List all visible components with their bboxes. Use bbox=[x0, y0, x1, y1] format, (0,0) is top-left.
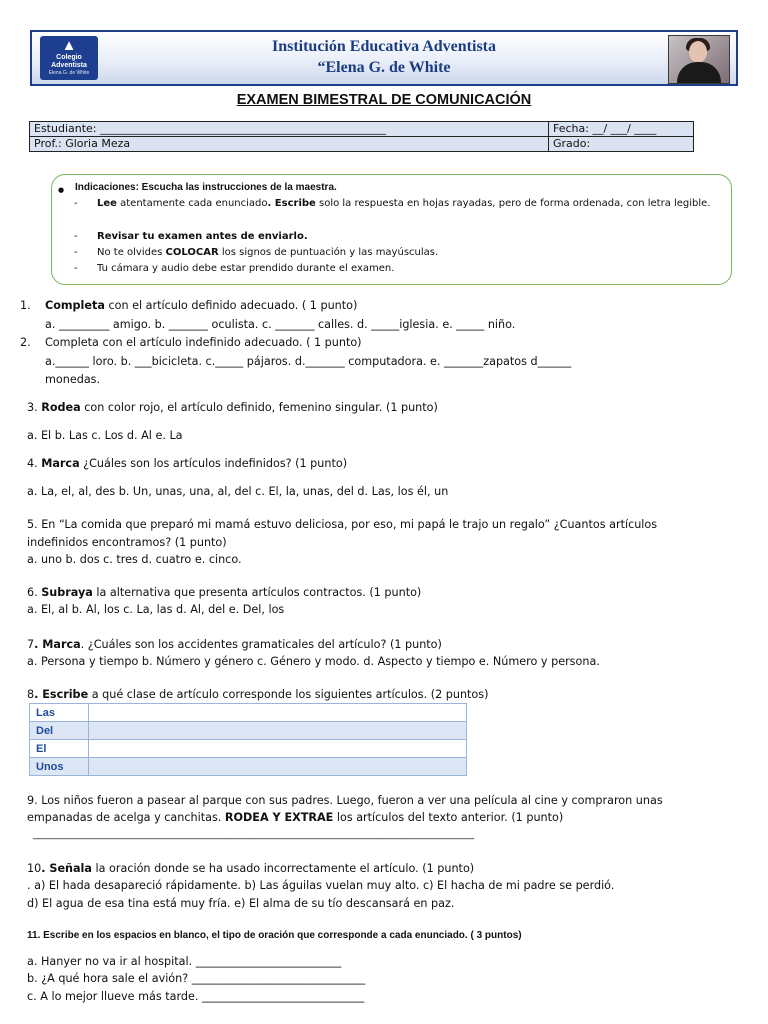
grade-field[interactable]: Grado: bbox=[549, 137, 694, 152]
article-label: El bbox=[30, 740, 89, 758]
question-10: 10. Señala la oración donde se ha usado incorrectamente el artículo. (1 punto) bbox=[27, 862, 475, 875]
question-2-options-cont: monedas. bbox=[45, 373, 101, 386]
question-11-a[interactable]: a. Hanyer no va ir al hospital. __________________________ bbox=[27, 955, 342, 968]
bullet-icon: ● bbox=[58, 186, 65, 194]
question-11: 11. Escribe en los espacios en blanco, el tipo de oración que corresponde a cada enunciado. ( 3 puntos) bbox=[27, 930, 522, 941]
instructions-heading: Indicaciones: Escucha las instrucciones de la maestra. bbox=[75, 182, 337, 193]
article-answer-cell[interactable] bbox=[89, 740, 467, 758]
student-field[interactable]: Estudiante: ____________________________________________________ bbox=[30, 122, 549, 137]
question-7-options: a. Persona y tiempo b. Número y género c. Género y modo. d. Aspecto y tiempo e. Número y persona. bbox=[27, 655, 600, 668]
question-9-cont: empanadas de acelga y canchitas. RODEA Y EXTRAE los artículos del texto anterior. (1 punto) bbox=[27, 811, 564, 824]
question-3: 3. Rodea con color rojo, el artículo definido, femenino singular. (1 punto) bbox=[27, 401, 438, 414]
instructions-box: ● Indicaciones: Escucha las instrucciones de la maestra. - Lee atentamente cada enunciado. Escribe solo la respuesta en hojas rayadas, pero de forma ordenada, con letra legible. - Revisar tu examen antes de enviarlo. - No te olvides COLOCAR los signos de puntuación y las mayúsculas. - Tu cámara y audio debe estar prendido durante el examen. bbox=[51, 174, 732, 285]
question-1: Completa con el artículo definido adecuado. ( 1 punto) bbox=[45, 299, 358, 312]
question-4-options: a. La, el, al, des b. Un, unas, una, al, del c. El, la, unas, del d. Las, los él, un bbox=[27, 485, 449, 498]
article-answer-cell[interactable] bbox=[89, 758, 467, 776]
school-name-line2: “Elena G. de White bbox=[317, 59, 451, 76]
question-10-options-cont: d) El agua de esa tina está muy fría. e) El alma de su tío descansará en paz. bbox=[27, 897, 455, 910]
question-2-options: a.______ loro. b. ___bicicleta. c._____ pájaros. d._______ computadora. e. _______zapatos d______ bbox=[45, 355, 572, 368]
question-5-cont: indefinidos encontramos? (1 punto) bbox=[27, 536, 227, 549]
question-11-c[interactable]: c. A lo mejor llueve más tarde. _____________________________ bbox=[27, 990, 365, 1003]
logo-text-subtitle: Elena G. de White bbox=[48, 70, 90, 76]
question-5-options: a. uno b. dos c. tres d. cuatro e. cinco. bbox=[27, 553, 242, 566]
teacher-field: Prof.: Gloria Meza bbox=[30, 137, 549, 152]
question-8: 8. Escribe a qué clase de artículo corresponde los siguientes artículos. (2 puntos) bbox=[27, 688, 489, 701]
question-2: Completa con el artículo indefinido adecuado. ( 1 punto) bbox=[45, 336, 362, 349]
student-info-table bbox=[29, 121, 694, 152]
article-answer-cell[interactable] bbox=[89, 722, 467, 740]
question-number: 1. bbox=[20, 299, 31, 312]
exam-title: EXAMEN BIMESTRAL DE COMUNICACIÓN bbox=[236, 92, 532, 108]
question-9-answer-line[interactable]: ____________________________________________________________________________________________ bbox=[33, 829, 475, 840]
question-6-options: a. El, al b. Al, los c. La, las d. Al, del e. Del, los bbox=[27, 603, 285, 616]
question-9: 9. Los niños fueron a pasear al parque con sus padres. Luego, fueron a ver una película al cine y compraron unas bbox=[27, 794, 663, 807]
article-table bbox=[29, 703, 467, 776]
question-11-b[interactable]: b. ¿A qué hora sale el avión? _______________________________ bbox=[27, 972, 366, 985]
article-label: Las bbox=[30, 704, 89, 722]
question-5: 5. En “La comida que preparó mi mamá estuvo deliciosa, por eso, mi papá le trajo un regalo” ¿Cuantos artículos bbox=[27, 518, 658, 531]
logo-emblem-icon: ▲ bbox=[61, 37, 77, 54]
article-label: Unos bbox=[30, 758, 89, 776]
article-label: Del bbox=[30, 722, 89, 740]
article-answer-cell[interactable] bbox=[89, 704, 467, 722]
portrait-image bbox=[668, 35, 730, 84]
instruction-item: - Lee atentamente cada enunciado. Escribe solo la respuesta en hojas rayadas, pero de forma ordenada, con letra legible. bbox=[74, 198, 711, 209]
logo-text-adventista: Adventista bbox=[51, 62, 87, 69]
date-field[interactable]: Fecha: __/ ___/ ____ bbox=[549, 122, 694, 137]
question-4: 4. Marca ¿Cuáles son los artículos indefinidos? (1 punto) bbox=[27, 457, 348, 470]
logo-text-colegio: Colegio bbox=[56, 54, 82, 61]
school-name-line1: Institución Educativa Adventista bbox=[271, 38, 497, 55]
school-banner bbox=[30, 30, 738, 86]
question-number: 2. bbox=[20, 336, 31, 349]
question-1-options: a. _________ amigo. b. _______ oculista. c. _______ calles. d. _____iglesia. e. _____ niño. bbox=[45, 318, 516, 331]
question-6: 6. Subraya la alternativa que presenta artículos contractos. (1 punto) bbox=[27, 586, 422, 599]
question-3-options: a. El b. Las c. Los d. Al e. La bbox=[27, 429, 183, 442]
question-7: 7. Marca. ¿Cuáles son los accidentes gramaticales del artículo? (1 punto) bbox=[27, 638, 442, 651]
question-10-options: . a) El hada desapareció rápidamente. b) Las águilas vuelan muy alto. c) El hacha de mi padre se perdió. bbox=[27, 879, 615, 892]
